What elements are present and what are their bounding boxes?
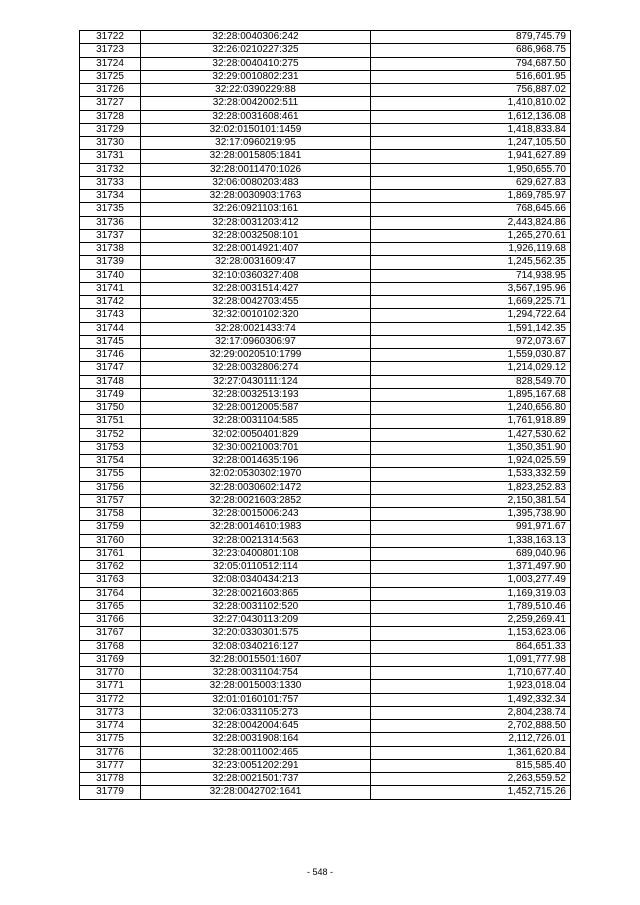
cadastral-code-cell: 32:30:0021003:701 (141, 441, 371, 454)
cadastral-code-cell: 32:28:0021603:2852 (141, 494, 371, 507)
amount-cell: 1,710,677.40 (371, 667, 571, 680)
amount-cell: 1,265,270.61 (371, 229, 571, 242)
row-id-cell: 31729 (80, 123, 141, 136)
amount-cell: 1,823,252.83 (371, 481, 571, 494)
cadastral-code-cell: 32:28:0040306:242 (141, 31, 371, 44)
table-row (80, 163, 571, 176)
row-id-cell: 31752 (80, 428, 141, 441)
table-row (80, 123, 571, 136)
table-row (80, 335, 571, 348)
amount-cell: 1,371,497.90 (371, 561, 571, 574)
row-id-cell: 31753 (80, 441, 141, 454)
amount-cell: 1,789,510.46 (371, 600, 571, 613)
cadastral-code-cell: 32:28:0042002:511 (141, 97, 371, 110)
row-id-cell: 31742 (80, 296, 141, 309)
cadastral-code-cell: 32:28:0021314:563 (141, 534, 371, 547)
amount-cell: 1,153,623.06 (371, 627, 571, 640)
cadastral-code-cell: 32:29:0020510:1799 (141, 349, 371, 362)
amount-cell: 864,651.33 (371, 640, 571, 653)
table-row (80, 110, 571, 123)
table-row (80, 269, 571, 282)
cadastral-code-cell: 32:28:0015805:1841 (141, 150, 371, 163)
row-id-cell: 31737 (80, 229, 141, 242)
table-row (80, 720, 571, 733)
table-row (80, 508, 571, 521)
row-id-cell: 31748 (80, 375, 141, 388)
amount-cell: 1,338,163.13 (371, 534, 571, 547)
cadastral-code-cell: 32:28:0040410:275 (141, 57, 371, 70)
amount-cell: 1,245,562.35 (371, 256, 571, 269)
table-row (80, 441, 571, 454)
table-row (80, 693, 571, 706)
page-number: - 548 - (306, 867, 333, 877)
cadastral-code-cell: 32:02:0150101:1459 (141, 123, 371, 136)
amount-cell: 1,452,715.26 (371, 786, 571, 799)
row-id-cell: 31750 (80, 402, 141, 415)
amount-cell: 2,259,269.41 (371, 614, 571, 627)
table-row (80, 614, 571, 627)
amount-cell: 2,443,824.86 (371, 216, 571, 229)
table-row (80, 362, 571, 375)
cadastral-code-cell: 32:28:0011002:465 (141, 746, 371, 759)
cadastral-code-cell: 32:08:0340434:213 (141, 574, 371, 587)
table-row (80, 296, 571, 309)
row-id-cell: 31743 (80, 309, 141, 322)
cadastral-code-cell: 32:17:0960219:95 (141, 137, 371, 150)
row-id-cell: 31741 (80, 282, 141, 295)
cadastral-code-cell: 32:28:0042004:645 (141, 720, 371, 733)
cadastral-code-cell: 32:08:0340216:127 (141, 640, 371, 653)
cadastral-code-cell: 32:28:0031104:754 (141, 667, 371, 680)
amount-cell: 1,924,025.59 (371, 455, 571, 468)
amount-cell: 794,687.50 (371, 57, 571, 70)
cadastral-code-cell: 32:28:0031203:412 (141, 216, 371, 229)
row-id-cell: 31732 (80, 163, 141, 176)
cadastral-code-cell: 32:05:0110512:114 (141, 561, 371, 574)
table-row (80, 587, 571, 600)
table-row (80, 190, 571, 203)
amount-cell: 516,601.95 (371, 70, 571, 83)
cadastral-code-cell: 32:28:0042703:455 (141, 296, 371, 309)
row-id-cell: 31770 (80, 667, 141, 680)
row-id-cell: 31772 (80, 693, 141, 706)
cadastral-code-cell: 32:27:0430113:209 (141, 614, 371, 627)
cadastral-code-cell: 32:02:0530302:1970 (141, 468, 371, 481)
amount-cell: 1,361,620.84 (371, 746, 571, 759)
row-id-cell: 31726 (80, 84, 141, 97)
row-id-cell: 31769 (80, 653, 141, 666)
row-id-cell: 31745 (80, 335, 141, 348)
cadastral-code-cell: 32:28:0030602:1472 (141, 481, 371, 494)
cadastral-code-cell: 32:28:0032508:101 (141, 229, 371, 242)
amount-cell: 1,294,722.64 (371, 309, 571, 322)
cadastral-code-cell: 32:28:0042702:1641 (141, 786, 371, 799)
amount-cell: 1,247,105.50 (371, 137, 571, 150)
cadastral-code-cell: 32:28:0021501:737 (141, 773, 371, 786)
amount-cell: 1,669,225.71 (371, 296, 571, 309)
row-id-cell: 31776 (80, 746, 141, 759)
amount-cell: 2,112,726.01 (371, 733, 571, 746)
table-row (80, 680, 571, 693)
table-row (80, 322, 571, 335)
amount-cell: 1,950,655.70 (371, 163, 571, 176)
amount-cell: 991,971.67 (371, 521, 571, 534)
table-row (80, 706, 571, 719)
row-id-cell: 31723 (80, 44, 141, 57)
amount-cell: 1,395,738.90 (371, 508, 571, 521)
amount-cell: 1,869,785.97 (371, 190, 571, 203)
row-id-cell: 31730 (80, 137, 141, 150)
table-row (80, 773, 571, 786)
row-id-cell: 31765 (80, 600, 141, 613)
document-page (79, 30, 571, 800)
amount-cell: 1,533,332.59 (371, 468, 571, 481)
row-id-cell: 31744 (80, 322, 141, 335)
cadastral-code-cell: 32:28:0030903:1763 (141, 190, 371, 203)
row-id-cell: 31763 (80, 574, 141, 587)
amount-cell: 1,427,530.62 (371, 428, 571, 441)
row-id-cell: 31760 (80, 534, 141, 547)
table-row (80, 349, 571, 362)
table-row (80, 759, 571, 772)
cadastral-code-cell: 32:06:0331105:273 (141, 706, 371, 719)
amount-cell: 1,926,119.68 (371, 243, 571, 256)
row-id-cell: 31727 (80, 97, 141, 110)
table-row (80, 653, 571, 666)
cadastral-code-cell: 32:28:0015003:1330 (141, 680, 371, 693)
row-id-cell: 31722 (80, 31, 141, 44)
row-id-cell: 31759 (80, 521, 141, 534)
row-id-cell: 31777 (80, 759, 141, 772)
row-id-cell: 31778 (80, 773, 141, 786)
table-row (80, 494, 571, 507)
table-row (80, 282, 571, 295)
amount-cell: 1,612,136.08 (371, 110, 571, 123)
row-id-cell: 31768 (80, 640, 141, 653)
table-row (80, 150, 571, 163)
table-row (80, 243, 571, 256)
row-id-cell: 31771 (80, 680, 141, 693)
table-row (80, 428, 571, 441)
cadastral-code-cell: 32:28:0032806:274 (141, 362, 371, 375)
amount-cell: 1,895,167.68 (371, 388, 571, 401)
table-row (80, 600, 571, 613)
row-id-cell: 31775 (80, 733, 141, 746)
row-id-cell: 31749 (80, 388, 141, 401)
row-id-cell: 31735 (80, 203, 141, 216)
row-id-cell: 31773 (80, 706, 141, 719)
row-id-cell: 31728 (80, 110, 141, 123)
table-row (80, 216, 571, 229)
row-id-cell: 31734 (80, 190, 141, 203)
row-id-cell: 31767 (80, 627, 141, 640)
cadastral-code-cell: 32:26:0210227:325 (141, 44, 371, 57)
amount-cell: 686,968.75 (371, 44, 571, 57)
row-id-cell: 31774 (80, 720, 141, 733)
cadastral-code-cell: 32:28:0014610:1983 (141, 521, 371, 534)
amount-cell: 756,887.02 (371, 84, 571, 97)
amount-cell: 629,627.83 (371, 176, 571, 189)
cadastral-code-cell: 32:28:0014635:196 (141, 455, 371, 468)
table-row (80, 176, 571, 189)
row-id-cell: 31739 (80, 256, 141, 269)
table-row (80, 402, 571, 415)
amount-cell: 1,091,777.98 (371, 653, 571, 666)
amount-cell: 1,418,833.84 (371, 123, 571, 136)
amount-cell: 3,567,195.96 (371, 282, 571, 295)
cadastral-code-cell: 32:29:0010802:231 (141, 70, 371, 83)
table-row (80, 229, 571, 242)
cadastral-code-cell: 32:28:0011470:1026 (141, 163, 371, 176)
cadastral-code-cell: 32:02:0050401:829 (141, 428, 371, 441)
cadastral-code-cell: 32:28:0031102:520 (141, 600, 371, 613)
table-body (80, 31, 571, 800)
amount-cell: 1,003,277.49 (371, 574, 571, 587)
amount-cell: 972,073.67 (371, 335, 571, 348)
row-id-cell: 31740 (80, 269, 141, 282)
amount-cell: 1,492,332.34 (371, 693, 571, 706)
amount-cell: 1,350,351.90 (371, 441, 571, 454)
cadastral-code-cell: 32:23:0051202:291 (141, 759, 371, 772)
table-row (80, 640, 571, 653)
amount-cell: 1,591,142.35 (371, 322, 571, 335)
table-row (80, 137, 571, 150)
table-row (80, 97, 571, 110)
amount-cell: 689,040.96 (371, 547, 571, 560)
amount-cell: 1,410,810.02 (371, 97, 571, 110)
table-row (80, 455, 571, 468)
amount-cell: 1,214,029.12 (371, 362, 571, 375)
table-row (80, 375, 571, 388)
cadastral-code-cell: 32:28:0031609:47 (141, 256, 371, 269)
cadastral-code-cell: 32:32:0010102:320 (141, 309, 371, 322)
cadastral-code-cell: 32:27:0430111:124 (141, 375, 371, 388)
row-id-cell: 31764 (80, 587, 141, 600)
amount-cell: 1,559,030.87 (371, 349, 571, 362)
amount-cell: 1,240,656.80 (371, 402, 571, 415)
table-row (80, 31, 571, 44)
cadastral-code-cell: 32:28:0031104:585 (141, 415, 371, 428)
amount-cell: 768,645.66 (371, 203, 571, 216)
amount-cell: 828,549.70 (371, 375, 571, 388)
table-row (80, 57, 571, 70)
table-row (80, 521, 571, 534)
table-row (80, 627, 571, 640)
data-table (79, 30, 571, 800)
amount-cell: 879,745.79 (371, 31, 571, 44)
cadastral-code-cell: 32:06:0080203:483 (141, 176, 371, 189)
table-row (80, 44, 571, 57)
table-row (80, 70, 571, 83)
amount-cell: 2,804,238.74 (371, 706, 571, 719)
table-row (80, 667, 571, 680)
cadastral-code-cell: 32:28:0032513:193 (141, 388, 371, 401)
cadastral-code-cell: 32:28:0015006:243 (141, 508, 371, 521)
cadastral-code-cell: 32:28:0015501:1607 (141, 653, 371, 666)
table-row (80, 84, 571, 97)
row-id-cell: 31747 (80, 362, 141, 375)
cadastral-code-cell: 32:28:0021603:865 (141, 587, 371, 600)
row-id-cell: 31779 (80, 786, 141, 799)
cadastral-code-cell: 32:20:0330301:575 (141, 627, 371, 640)
table-row (80, 786, 571, 799)
cadastral-code-cell: 32:10:0360327:408 (141, 269, 371, 282)
amount-cell: 1,169,319.03 (371, 587, 571, 600)
table-row (80, 534, 571, 547)
cadastral-code-cell: 32:28:0012005:587 (141, 402, 371, 415)
cadastral-code-cell: 32:26:0921103:161 (141, 203, 371, 216)
amount-cell: 2,263,559.52 (371, 773, 571, 786)
cadastral-code-cell: 32:23:0400801:108 (141, 547, 371, 560)
table-row (80, 388, 571, 401)
amount-cell: 2,150,381.54 (371, 494, 571, 507)
cadastral-code-cell: 32:28:0014921:407 (141, 243, 371, 256)
row-id-cell: 31738 (80, 243, 141, 256)
cadastral-code-cell: 32:28:0021433:74 (141, 322, 371, 335)
cadastral-code-cell: 32:22:0390229:88 (141, 84, 371, 97)
row-id-cell: 31731 (80, 150, 141, 163)
table-row (80, 256, 571, 269)
table-row (80, 481, 571, 494)
cadastral-code-cell: 32:17:0960306:97 (141, 335, 371, 348)
cadastral-code-cell: 32:28:0031514:427 (141, 282, 371, 295)
row-id-cell: 31736 (80, 216, 141, 229)
row-id-cell: 31757 (80, 494, 141, 507)
amount-cell: 714,938.95 (371, 269, 571, 282)
table-row (80, 468, 571, 481)
table-row (80, 309, 571, 322)
row-id-cell: 31755 (80, 468, 141, 481)
cadastral-code-cell: 32:28:0031908:164 (141, 733, 371, 746)
row-id-cell: 31766 (80, 614, 141, 627)
cadastral-code-cell: 32:01:0160101:757 (141, 693, 371, 706)
table-row (80, 733, 571, 746)
row-id-cell: 31725 (80, 70, 141, 83)
row-id-cell: 31758 (80, 508, 141, 521)
row-id-cell: 31733 (80, 176, 141, 189)
row-id-cell: 31761 (80, 547, 141, 560)
row-id-cell: 31762 (80, 561, 141, 574)
amount-cell: 1,923,018.04 (371, 680, 571, 693)
table-row (80, 561, 571, 574)
row-id-cell: 31724 (80, 57, 141, 70)
amount-cell: 1,761,918.89 (371, 415, 571, 428)
row-id-cell: 31751 (80, 415, 141, 428)
table-row (80, 547, 571, 560)
amount-cell: 815,585.40 (371, 759, 571, 772)
row-id-cell: 31756 (80, 481, 141, 494)
table-row (80, 746, 571, 759)
amount-cell: 2,702,888.50 (371, 720, 571, 733)
table-row (80, 415, 571, 428)
table-row (80, 574, 571, 587)
row-id-cell: 31754 (80, 455, 141, 468)
table-row (80, 203, 571, 216)
amount-cell: 1,941,627.89 (371, 150, 571, 163)
cadastral-code-cell: 32:28:0031608:461 (141, 110, 371, 123)
row-id-cell: 31746 (80, 349, 141, 362)
